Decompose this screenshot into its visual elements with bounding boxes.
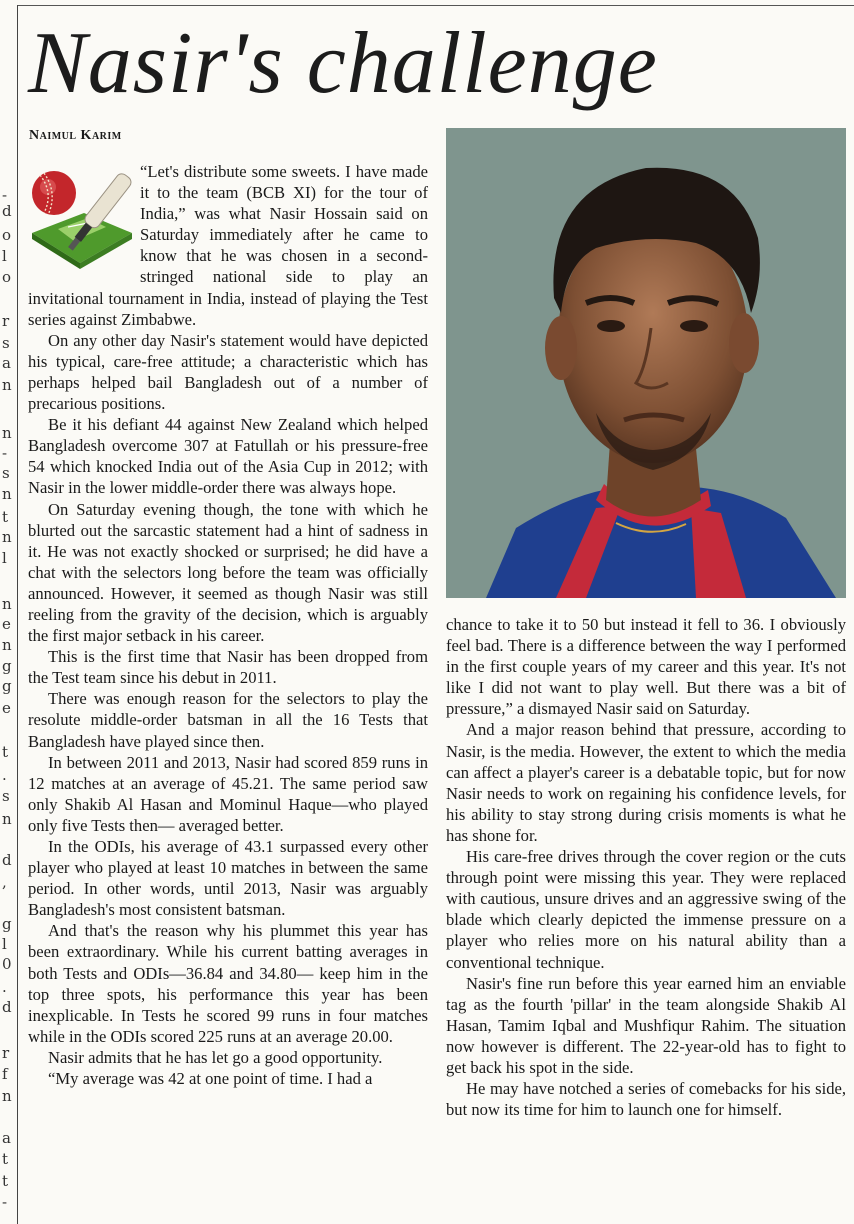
- article-paragraph: “Let's distribute some sweets. I have made it to the team (BCB XI) for the tour of India,” was what Nasir Hossain said on Saturday immediately after he came to know that he was chosen in a second-stringed national side to play an invitational tournament in India, instead of playing the Test series against Zimbabwe.: [28, 162, 428, 329]
- article-paragraph: Be it his defiant 44 against New Zealand which helped Bangladesh overcome 307 at Fatullah or his pressure-free 54 which knocked India out of the Asia Cup in 2012; with Nasir in the lower middle-order there was always hope.: [28, 415, 428, 498]
- article-paragraph: His care-free drives through the cover region or the cuts through point were missing this year. They were replaced with cautious, unsure drives and an aggressive swing of the blade which clearly depicted the immense pressure on a player who relies more on his natural ability than a conventional technique.: [446, 847, 846, 972]
- article-paragraph: And that's the reason why his plummet this year has been extraordinary. While his current batting averages in both Tests and ODIs—36.84 and 34.80— keep him in the top three spots, his performance this year has been inexplicable. In Tests he scored 99 runs in four matches while in the ODIs scored 225 runs at an average 20.00.: [28, 921, 428, 1046]
- spill-letter: s: [2, 334, 10, 352]
- spill-letter: -: [2, 444, 8, 462]
- player-photo: [446, 128, 846, 598]
- article-paragraph: Nasir's fine run before this year earned him an enviable tag as the fourth 'pillar' in the team alongside Shakib Al Hasan, Tamim Iqbal and Mushfiqur Rahim. The situation now however is different. The 22-year-old has to fight to get back his spot in the side.: [446, 973, 846, 1077]
- spill-letter: e: [2, 615, 11, 633]
- spill-letter: a: [2, 1129, 11, 1147]
- article-left-column: [28, 161, 428, 1089]
- article-right-column: [446, 614, 846, 1120]
- article-paragraph: There was enough reason for the selectors to play the resolute middle-order batsman in all the 16 Tests that Bangladesh have played since then.: [28, 689, 428, 751]
- spill-letter: n: [2, 595, 12, 613]
- spill-letter: n: [2, 528, 12, 546]
- headline: Nasir's challenge: [28, 15, 658, 112]
- spill-letter: .: [2, 978, 7, 996]
- spill-letter: n: [2, 485, 12, 503]
- spill-letter: o: [2, 226, 12, 244]
- spill-letter: t: [2, 1172, 9, 1190]
- spill-letter: d: [2, 998, 12, 1016]
- byline: Naimul Karim: [29, 128, 122, 143]
- spill-letter: -: [2, 1193, 8, 1211]
- article-paragraph: And a major reason behind that pressure, according to Nasir, is the media. However, the extent to which the media can affect a player's career is a debatable topic, but for now Nasir needs to work on regaining his confidence levels, for his ability to stay strong during crisis moments is what he has shone for.: [446, 720, 846, 845]
- article-paragraph: In between 2011 and 2013, Nasir had scored 859 runs in 12 matches at an average of 45.21. The same period saw only Shakib Al Hasan and Mominul Haque—who played only five Tests then— averaged better.: [28, 752, 428, 835]
- article-paragraph: In the ODIs, his average of 43.1 surpassed every other player who played at least 10 matches in between the same period. In other words, until 2013, Nasir was arguably Bangladesh's most consistent batsman.: [28, 837, 428, 920]
- cricket-ball-bat-icon: [28, 163, 134, 275]
- spill-letter: 0: [2, 955, 12, 973]
- spill-letter: .: [2, 766, 7, 784]
- spill-letter: n: [2, 1087, 12, 1105]
- article-paragraph: chance to take it to 50 but instead it fell to 36. I obviously feel bad. There is a difference between the way I performed in the first couple years of my career and this year. It's not like I did not want to play well. But there was a bit of pressure,” a dismayed Nasir said on Saturday.: [446, 615, 846, 719]
- spill-letter: l: [2, 549, 7, 567]
- spill-letter: g: [2, 915, 12, 933]
- article-paragraph: Nasir admits that he has let go a good opportunity.: [48, 1047, 383, 1067]
- spill-letter: ,: [2, 873, 7, 891]
- spill-letter: l: [2, 935, 7, 953]
- spill-letter: n: [2, 636, 12, 654]
- spill-letter: d: [2, 202, 12, 220]
- spill-letter: n: [2, 424, 12, 442]
- article-paragraph: On Saturday evening though, the tone with which he blurted out the sarcastic statement had a hint of sadness in it. He was not exactly shocked or surprised; he did have a chat with the selectors long before the team was officially announced. However, it seemed as though Nasir was still reeling from the gravity of the decision, which is arguably the first major setback in his career.: [28, 499, 428, 646]
- article-paragraph: On any other day Nasir's statement would have depicted his typical, care-free attitude; a characteristic which has perhaps helped bail Bangladesh out of a number of precarious positions.: [28, 330, 428, 414]
- spill-letter: s: [2, 787, 10, 805]
- article-paragraph: This is the first time that Nasir has been dropped from the Test team since his debut in 2011.: [28, 647, 428, 688]
- article-paragraph: He may have notched a series of comebacks for his side, but now its time for him to launch one for himself.: [446, 1079, 846, 1120]
- spill-letter: g: [2, 657, 12, 675]
- spill-letter: t: [2, 743, 9, 761]
- spill-letter: t: [2, 1150, 9, 1168]
- spill-letter: f: [2, 1065, 8, 1083]
- spill-letter: o: [2, 268, 12, 286]
- spill-letter: s: [2, 464, 10, 482]
- spill-letter: d: [2, 851, 12, 869]
- spill-letter: g: [2, 677, 12, 695]
- spill-letter: -: [2, 186, 8, 204]
- spill-letter: n: [2, 376, 12, 394]
- spill-letter: r: [2, 1044, 10, 1062]
- spill-letter: l: [2, 247, 7, 265]
- spill-letter: r: [2, 312, 10, 330]
- spill-letter: t: [2, 508, 9, 526]
- player-portrait: [446, 128, 846, 598]
- column-rule: [17, 5, 18, 1224]
- spill-letter: n: [2, 810, 12, 828]
- spill-letter: e: [2, 699, 11, 717]
- top-rule: [18, 5, 854, 6]
- spill-letter: a: [2, 354, 11, 372]
- article-paragraph: “My average was 42 at one point of time. I had a: [48, 1069, 373, 1089]
